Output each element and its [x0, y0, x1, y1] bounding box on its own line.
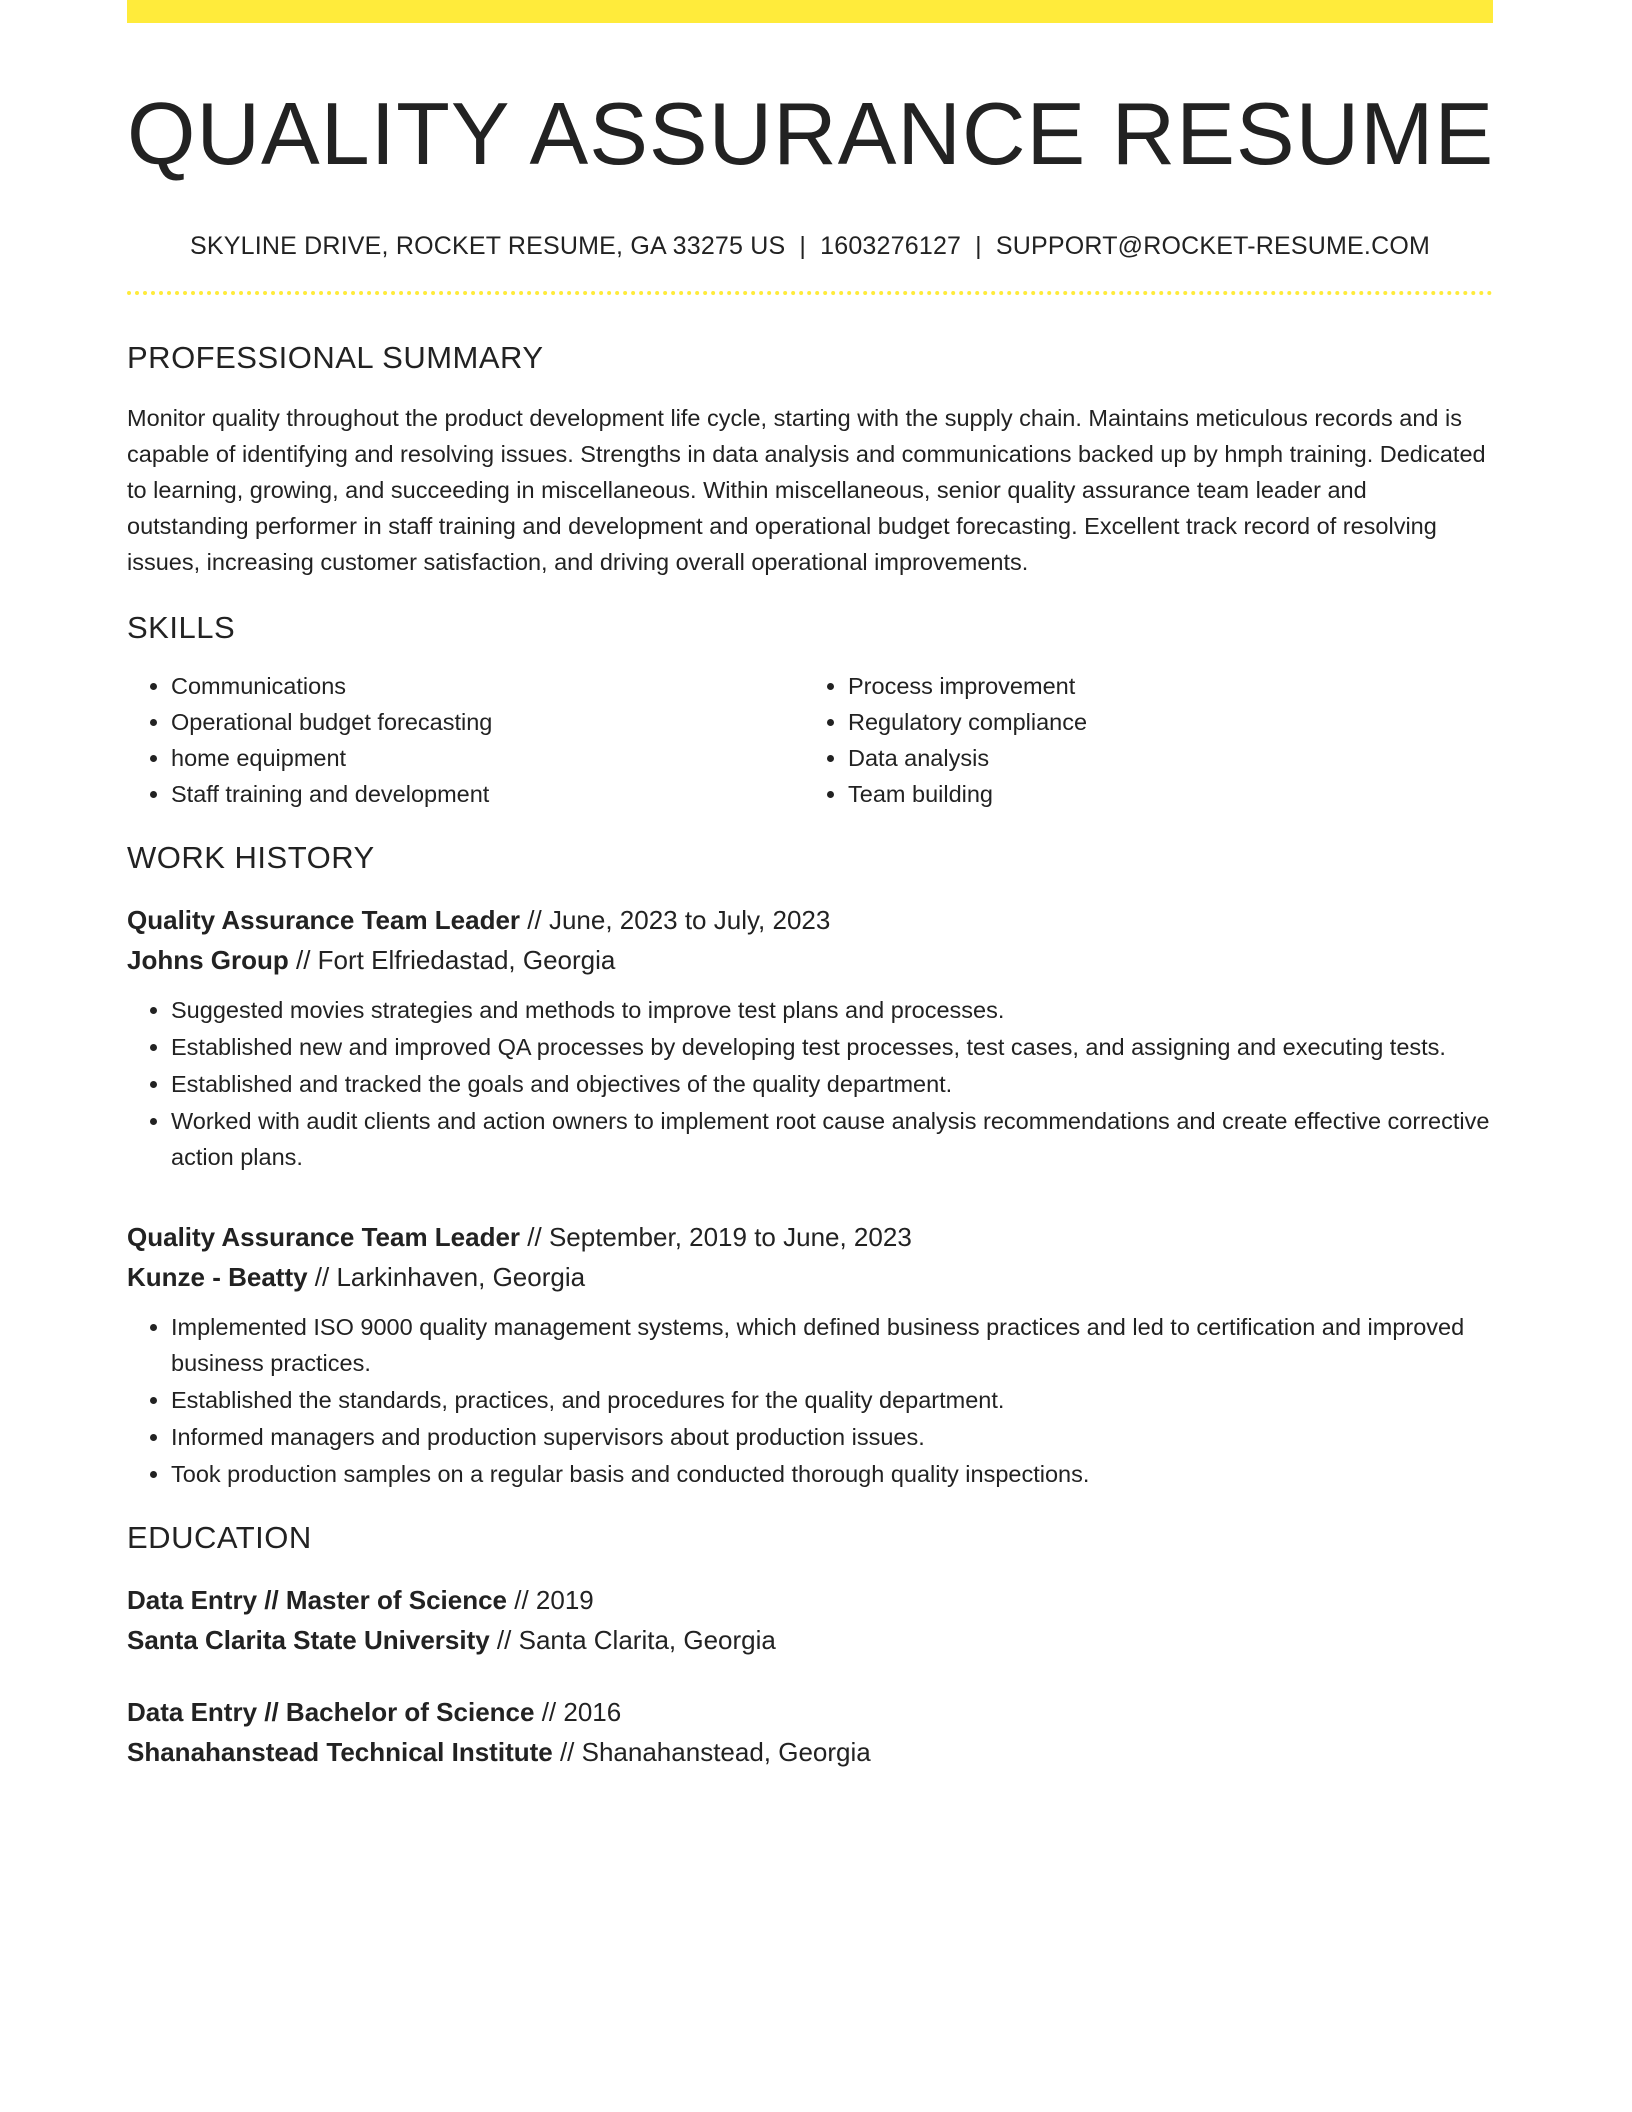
job-bullets — [127, 992, 1493, 1175]
job-bullet: • Established the standards, practices, and procedures for the quality department. — [171, 1382, 1493, 1418]
contact-separator: | — [799, 231, 807, 260]
job-location: // Fort Elfriedastad, Georgia — [288, 944, 616, 975]
job-title: Quality Assurance Team Leader — [127, 904, 521, 935]
job-company: Johns Group — [127, 944, 289, 975]
skill-item: • Data analysis — [848, 740, 1478, 776]
job-bullets — [127, 1309, 1493, 1492]
job-bullet: • Established and tracked the goals and objectives of the quality department. — [171, 1066, 1493, 1102]
skill-item: • Staff training and development — [171, 776, 801, 812]
summary-heading: PROFESSIONAL SUMMARY — [127, 339, 544, 375]
resume-title: QUALITY ASSURANCE RESUME — [127, 84, 1495, 183]
dotted-divider — [127, 291, 1493, 295]
work-history-heading: WORK HISTORY — [127, 839, 375, 875]
job-title: Quality Assurance Team Leader — [127, 1221, 521, 1252]
job-location: // Larkinhaven, Georgia — [307, 1261, 586, 1292]
job-company: Kunze - Beatty — [127, 1261, 308, 1292]
job-bullet: • Established new and improved QA processes by developing test processes, test cases, and assigning and executing tests. — [171, 1029, 1493, 1065]
education-degree-line — [127, 1580, 1493, 1620]
contact-phone: 1603276127 — [820, 231, 962, 260]
skill-item: • Team building — [848, 776, 1478, 812]
education-year: // 2016 — [534, 1696, 622, 1727]
job-dates: // September, 2019 to June, 2023 — [520, 1221, 912, 1252]
resume-page — [127, 0, 1493, 1772]
job-entry — [127, 900, 1493, 1175]
education-entry — [127, 1692, 1493, 1772]
education-school-line — [127, 1732, 1493, 1772]
job-title-line — [127, 1217, 1493, 1257]
education-heading: EDUCATION — [127, 1519, 312, 1555]
job-company-line — [127, 940, 1493, 980]
skills-column-left — [127, 668, 801, 812]
education-location: // Shanahanstead, Georgia — [552, 1736, 871, 1767]
education-degree: Data Entry // Bachelor of Science — [127, 1696, 535, 1727]
job-bullet: • Informed managers and production supervisors about production issues. — [171, 1419, 1493, 1455]
skills-column-right — [801, 668, 1478, 812]
education-year: // 2019 — [507, 1584, 594, 1615]
education-school: Santa Clarita State University — [127, 1624, 490, 1655]
skill-item: • Process improvement — [848, 668, 1478, 704]
education-location: // Santa Clarita, Georgia — [489, 1624, 776, 1655]
education-degree: Data Entry // Master of Science — [127, 1584, 508, 1615]
skills-list — [127, 668, 1493, 812]
skill-item: • Regulatory compliance — [848, 704, 1478, 740]
job-entry — [127, 1217, 1493, 1492]
contact-separator: | — [975, 231, 982, 260]
top-accent-bar — [127, 0, 1493, 23]
job-company-line — [127, 1257, 1493, 1297]
education-school: Shanahanstead Technical Institute — [127, 1736, 553, 1767]
contact-address: SKYLINE DRIVE, ROCKET RESUME, GA 33275 US — [189, 231, 786, 260]
job-bullet: • Implemented ISO 9000 quality management systems, which defined business practices and led to certification and improved business practices. — [171, 1309, 1493, 1381]
job-bullet: • Took production samples on a regular basis and conducted thorough quality inspections. — [171, 1456, 1493, 1492]
summary-text: Monitor quality throughout the product development life cycle, starting with the supply chain. Maintains meticulous records and is capable of identifying and resolving issues. Strengths in data analysis and communications backed up by hmph training. Dedicated to learning, growing, and succeeding in miscellaneous. Within miscellaneous, senior quality assurance team leader and outstanding performer in staff training and development and operational budget forecasting. Excellent track record of resolving issues, increasing customer satisfaction, and driving overall operational improvements. — [127, 404, 1486, 575]
contact-email[interactable]: SUPPORT@ROCKET-RESUME.COM — [995, 231, 1431, 260]
job-title-line — [127, 900, 1493, 940]
skills-heading: SKILLS — [127, 609, 236, 645]
contact-line — [127, 232, 1493, 261]
skill-item: • Operational budget forecasting — [171, 704, 801, 740]
education-degree-line — [127, 1692, 1493, 1732]
job-bullet: • Suggested movies strategies and methods to improve test plans and processes. — [171, 992, 1493, 1028]
job-dates: // June, 2023 to July, 2023 — [520, 904, 831, 935]
education-school-line — [127, 1620, 1493, 1660]
skill-item: • home equipment — [171, 740, 801, 776]
education-entry — [127, 1580, 1493, 1660]
job-bullet: • Worked with audit clients and action owners to implement root cause analysis recommendations and create effective corrective action plans. — [171, 1103, 1493, 1175]
skill-item: • Communications — [171, 668, 801, 704]
